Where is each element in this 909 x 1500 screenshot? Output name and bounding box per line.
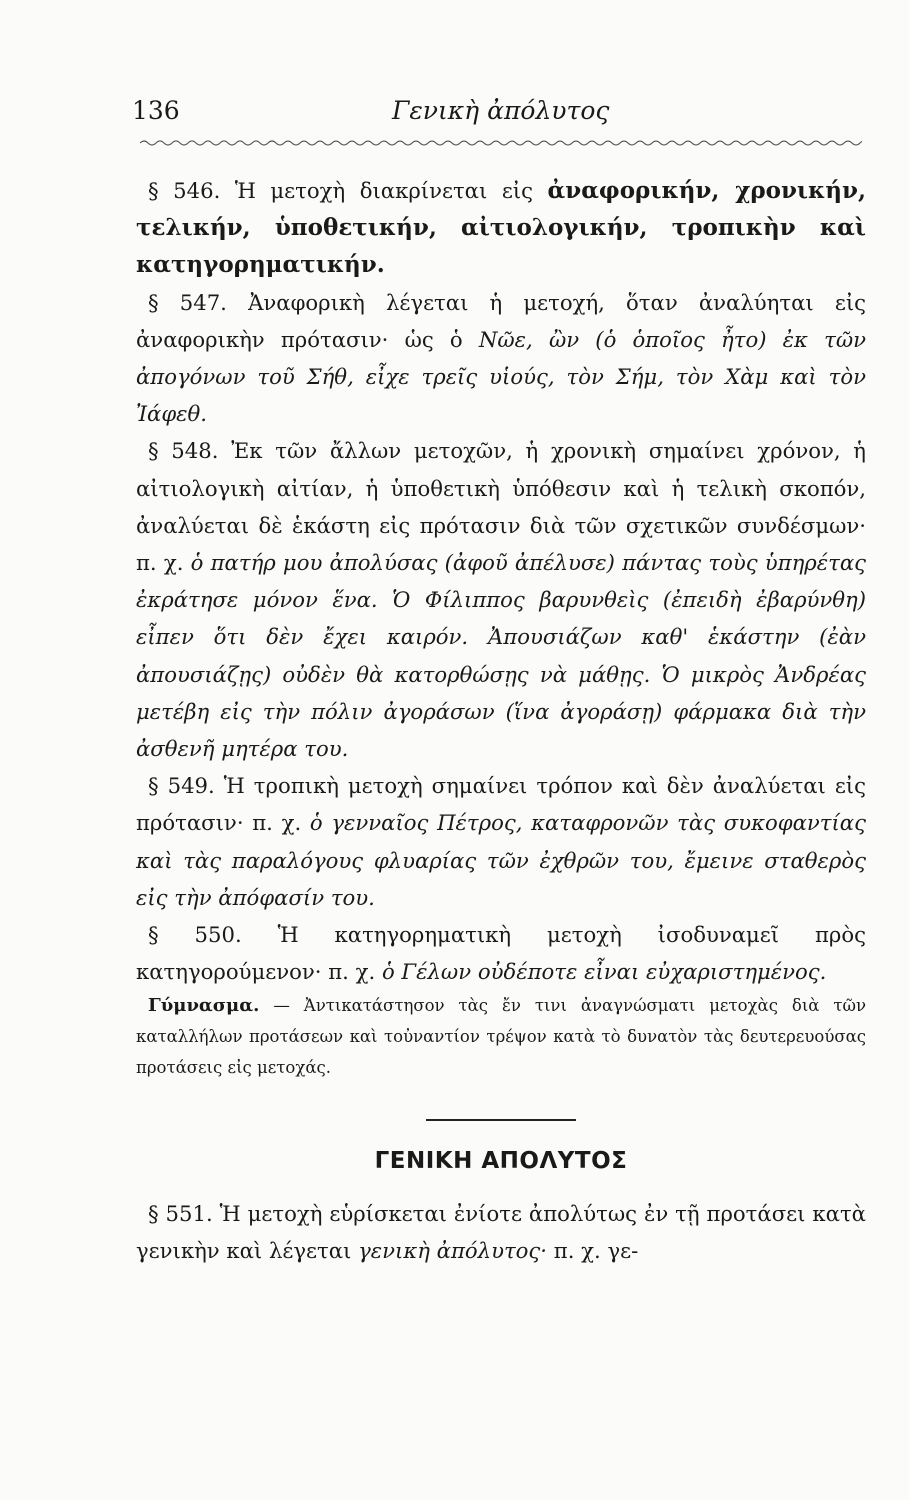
- exercise-paragraph: [136, 990, 866, 1083]
- running-head: Γενικὴ ἀπόλυτος: [392, 96, 610, 125]
- p546-lead: § 546. Ἡ μετοχὴ διακρίνεται εἰς: [148, 178, 533, 203]
- section-title: ΓΕΝΙΚΗ ΑΠΟΛΥΤΟΣ: [374, 1148, 628, 1175]
- paragraph-551: [136, 1195, 866, 1269]
- exercise-text: — Ἀντικατάστησον τὰς ἔν τινι ἀναγνώσματι μετοχὰς διὰ τῶν καταλλήλων προτάσεων καὶ τοὐναντίον τρέψον κατὰ τὸ δυνατὸν τὰς δευτερευούσας προτάσεις εἰς μετοχάς.: [136, 996, 866, 1078]
- exercise-label: Γύμνασμα.: [148, 995, 260, 1017]
- p549-example: ὁ γενναῖος Πέτρος, καταφρονῶν τὰς συκοφαντίας καὶ τὰς παραλόγους φλυαρίας τῶν ἐχθρῶν του, ἔμεινε σταθερὸς εἰς τὴν ἀπόφασίν του.: [136, 810, 866, 910]
- p550-example: ὁ Γέλων οὐδέποτε εἶναι εὐχαριστημένος.: [381, 959, 827, 985]
- p547-example: Νῶε, ὢν (ὁ ὁποῖος ἦτο) ἐκ τῶν ἀπογόνων τοῦ Σήθ, εἶχε τρεῖς υἱούς, τὸν Σήμ, τὸν Χὰμ καὶ τὸν Ἰάφεθ.: [136, 326, 866, 427]
- p546-bold-terms: ἀναφορικήν, χρονικήν, τελικήν, ὑποθετικήν, αἰτιολογικήν, τροπικὴν καὶ κατηγορηματικήν.: [136, 177, 866, 279]
- p548-examples: ὁ πατήρ μου ἀπολύσας (ἀφοῦ ἀπέλυσε) πάντας τοὺς ὑπηρέτας ἐκράτησε μόνον ἕνα. Ὁ Φίλιππος βαρυνθεὶς (ἐπειδὴ ἐβαρύνθη) εἶπεν ὅτι δὲν ἔχει καιρόν. Ἀπουσιάζων καθ' ἑκάστην (ἐὰν ἀπουσιάζῃς) οὐδὲν θὰ κατορθώσῃς νὰ μάθῃς. Ὁ μικρὸς Ἀνδρέας μετέβη εἰς τὴν πόλιν ἀγοράσων (ἵνα ἀγοράσῃ) φάρμακα διὰ τὴν ἀσθενῆ μητέρα του.: [136, 550, 866, 762]
- page-number: 136: [132, 96, 180, 125]
- section-divider: [426, 1119, 576, 1121]
- p550-text: § 550. Ἡ κατηγορηματικὴ μετοχὴ ἰσοδυναμεῖ πρὸς κατηγορούμενον· π. χ.: [136, 922, 866, 985]
- paragraph-547: [136, 284, 866, 433]
- p547-text: § 547. Ἀναφορικὴ λέγεται ἡ μετοχή, ὅταν ἀναλύηται εἰς ἀναφορικὴν πρότασιν· ὡς ὁ: [136, 289, 866, 352]
- body-text: [136, 172, 866, 1269]
- p548-text: § 548. Ἐκ τῶν ἄλλων μετοχῶν, ἡ χρονικὴ σημαίνει χρόνον, ἡ αἰτιολογικὴ αἰτίαν, ἡ ὑποθετικὴ ὑπόθεσιν καὶ ἡ τελικὴ σκοπόν, ἀναλύεται δὲ ἑκάστη εἰς πρότασιν διὰ τῶν σχετικῶν συνδέσμων· π. χ.: [136, 438, 866, 576]
- page-header: [132, 96, 872, 136]
- p551-term: γενικὴ ἀπόλυτος·: [358, 1237, 548, 1263]
- paragraph-549: [136, 767, 866, 916]
- p549-text: § 549. Ἡ τροπικὴ μετοχὴ σημαίνει τρόπον καὶ δὲν ἀναλύεται εἰς πρότασιν· π. χ.: [136, 773, 866, 836]
- p551-text: § 551. Ἡ μετοχὴ εὑρίσκεται ἐνίοτε ἀπολύτως ἐν τῇ προτάσει κατὰ γενικὴν καὶ λέγεται: [136, 1200, 866, 1263]
- wavy-rule-ornament: [140, 138, 862, 148]
- paragraph-548: [136, 432, 866, 767]
- paragraph-550: [136, 916, 866, 990]
- paragraph-546: [136, 172, 866, 284]
- p551-text-end: π. χ. γε-: [553, 1237, 639, 1263]
